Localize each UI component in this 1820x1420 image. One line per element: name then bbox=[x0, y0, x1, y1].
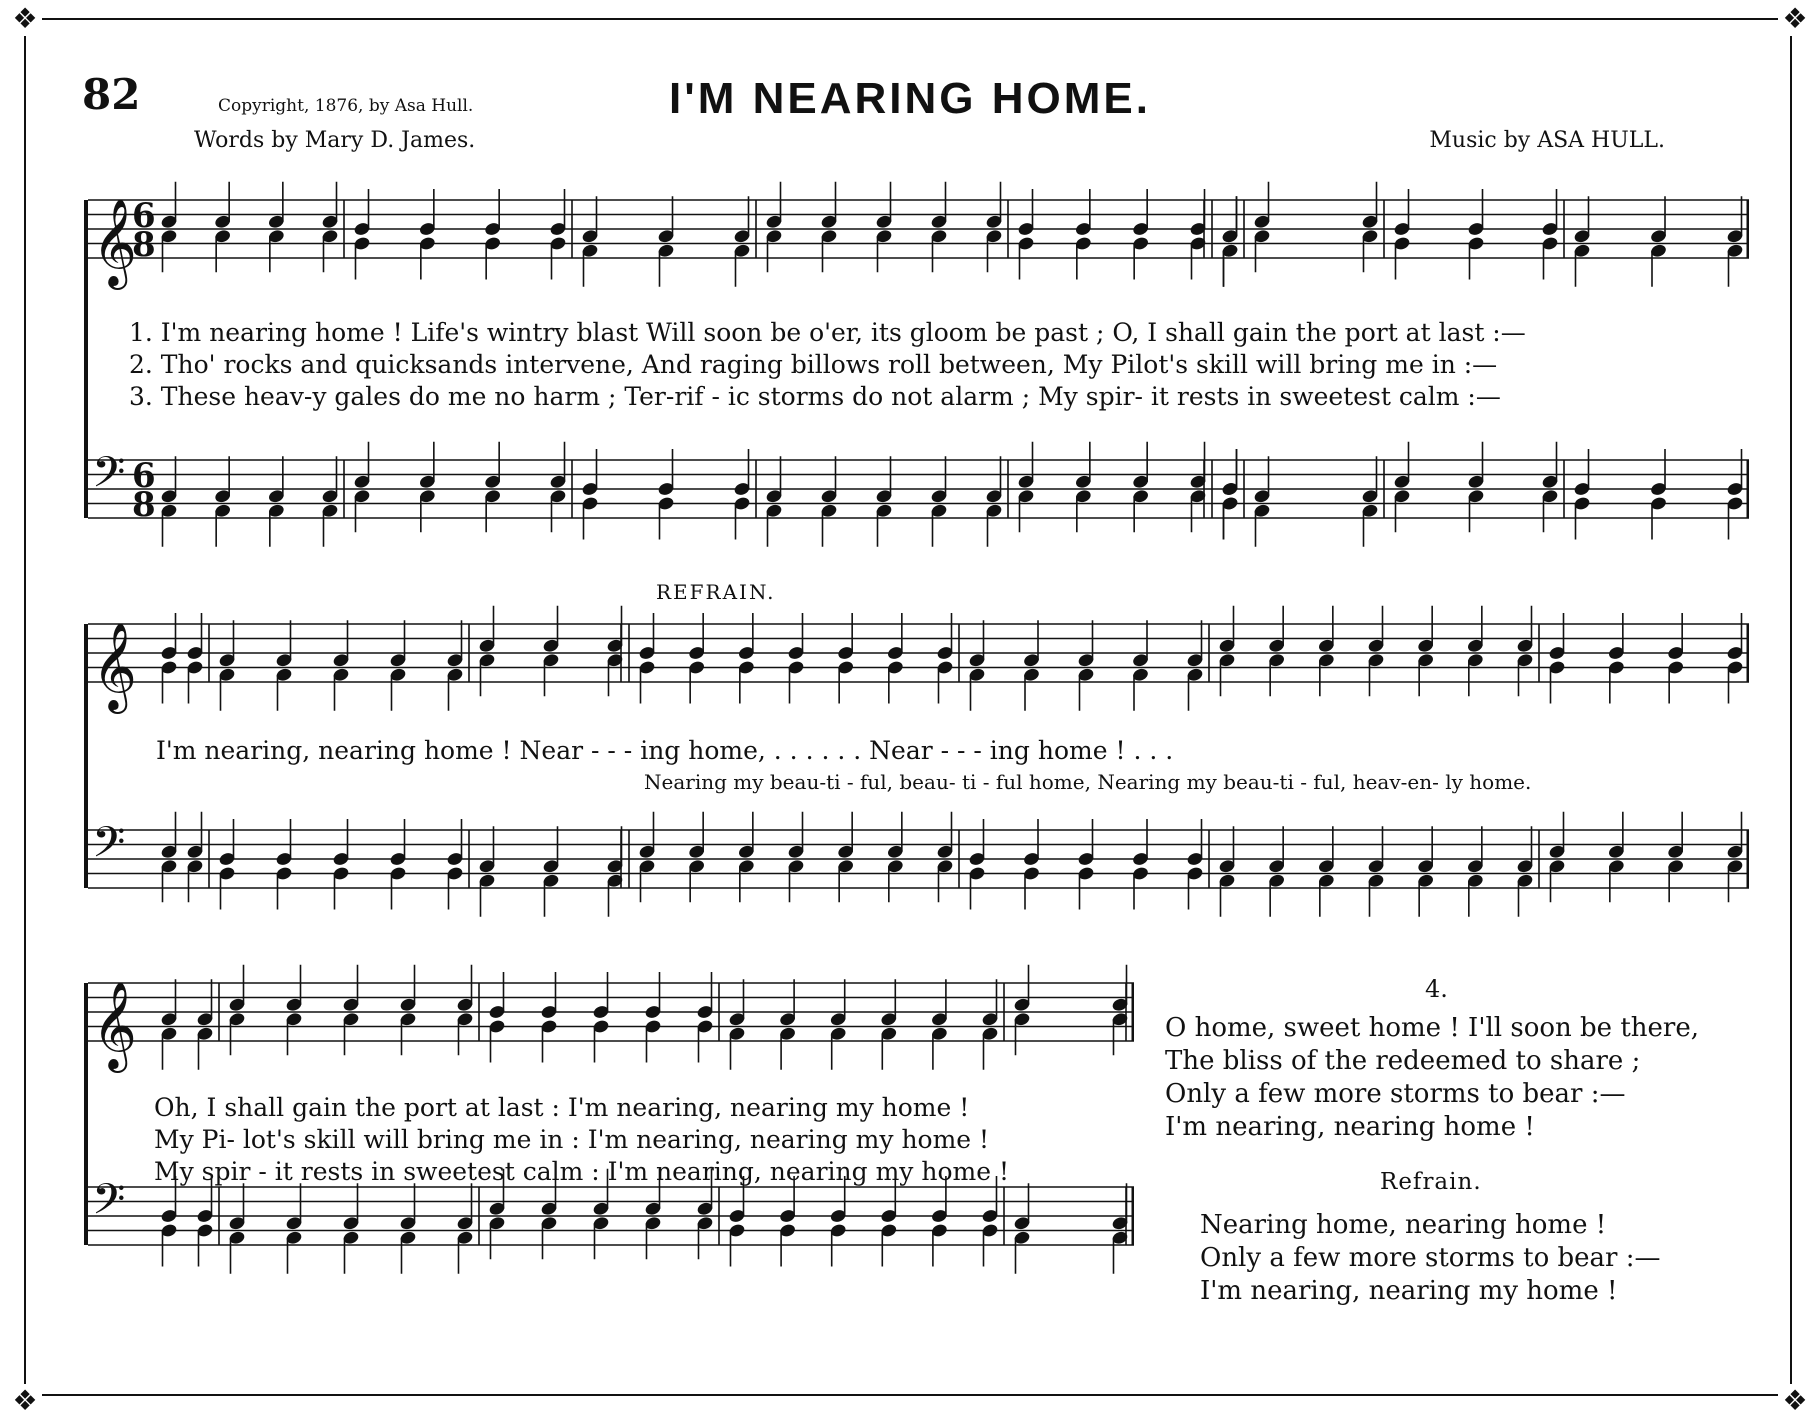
stanza-refrain-line: I'm nearing, nearing my home ! bbox=[1200, 1276, 1618, 1306]
corner-ornament-icon: ❖ bbox=[8, 1384, 42, 1418]
treble-clef-icon: 𝄞 bbox=[92, 621, 137, 710]
corner-ornament-icon: ❖ bbox=[1778, 1384, 1812, 1418]
page-number: 82 bbox=[82, 70, 141, 119]
bass-clef-icon: 𝄢 bbox=[92, 1175, 126, 1235]
system-bracket bbox=[84, 200, 88, 518]
music-system-1 bbox=[84, 170, 1749, 570]
music-system-3 bbox=[84, 955, 1134, 1355]
verse-line: Oh, I shall gain the port at last : I'm nearing, nearing my home ! bbox=[154, 1093, 970, 1122]
system-bracket bbox=[84, 624, 88, 888]
words-credit: Words by Mary D. James. bbox=[194, 128, 476, 153]
time-signature-numerator: 6 bbox=[132, 456, 156, 496]
bass-clef-icon: 𝄢 bbox=[92, 448, 126, 508]
verse-line: 1. I'm nearing home ! Life's wintry blast Will soon be o'er, its gloom be past ; O, I shall gain the port at last :— bbox=[129, 318, 1526, 347]
stanza-line: O home, sweet home ! I'll soon be there, bbox=[1165, 1013, 1699, 1043]
music-system-2 bbox=[84, 580, 1749, 960]
treble-clef-icon: 𝄞 bbox=[92, 197, 137, 286]
time-signature-numerator: 6 bbox=[132, 196, 156, 236]
refrain-lyric: I'm nearing, nearing home ! Near - - - ing home, . . . . . . Near - - - ing home ! . . . bbox=[156, 736, 1174, 765]
verse-line: My Pi- lot's skill will bring me in : I'm nearing, nearing my home ! bbox=[154, 1125, 990, 1154]
system-bracket bbox=[84, 983, 88, 1245]
time-signature-denominator: 8 bbox=[132, 485, 156, 525]
stanza-refrain-line: Nearing home, nearing home ! bbox=[1200, 1210, 1607, 1240]
verse-line: 3. These heav-y gales do me no harm ; Ter-rif - ic storms do not alarm ; My spir- it rests in sweetest calm :— bbox=[129, 382, 1501, 411]
stanza-line: I'm nearing, nearing home ! bbox=[1165, 1112, 1535, 1142]
time-signature-denominator: 8 bbox=[132, 225, 156, 265]
stanza-refrain-line: Only a few more storms to bear :— bbox=[1200, 1243, 1661, 1273]
bass-clef-icon: 𝄢 bbox=[92, 818, 126, 878]
music-credit: Music by ASA HULL. bbox=[1429, 128, 1665, 153]
hymn-title: I'M NEARING HOME. bbox=[669, 74, 1151, 123]
verse-line: 2. Tho' rocks and quicksands intervene, And raging billows roll between, My Pilot's skill will bring me in :— bbox=[129, 350, 1498, 379]
refrain-lyric-small: Nearing my beau-ti - ful, beau- ti - ful home, Nearing my beau-ti - ful, heav-en- ly home. bbox=[644, 770, 1532, 794]
stanza-number: 4. bbox=[1425, 975, 1448, 1003]
score-system-3 bbox=[84, 955, 1134, 1355]
corner-ornament-icon: ❖ bbox=[8, 2, 42, 36]
treble-clef-icon: 𝄞 bbox=[92, 980, 137, 1069]
stanza-line: The bliss of the redeemed to share ; bbox=[1165, 1046, 1641, 1076]
stanza-line: Only a few more storms to bear :— bbox=[1165, 1079, 1626, 1109]
corner-ornament-icon: ❖ bbox=[1778, 2, 1812, 36]
stanza-refrain-label: Refrain. bbox=[1380, 1169, 1482, 1195]
verse-line: My spir - it rests in sweetest calm : I'm nearing, nearing my home ! bbox=[154, 1157, 1009, 1186]
refrain-label: REFRAIN. bbox=[656, 580, 776, 604]
copyright-notice: Copyright, 1876, by Asa Hull. bbox=[218, 96, 474, 116]
